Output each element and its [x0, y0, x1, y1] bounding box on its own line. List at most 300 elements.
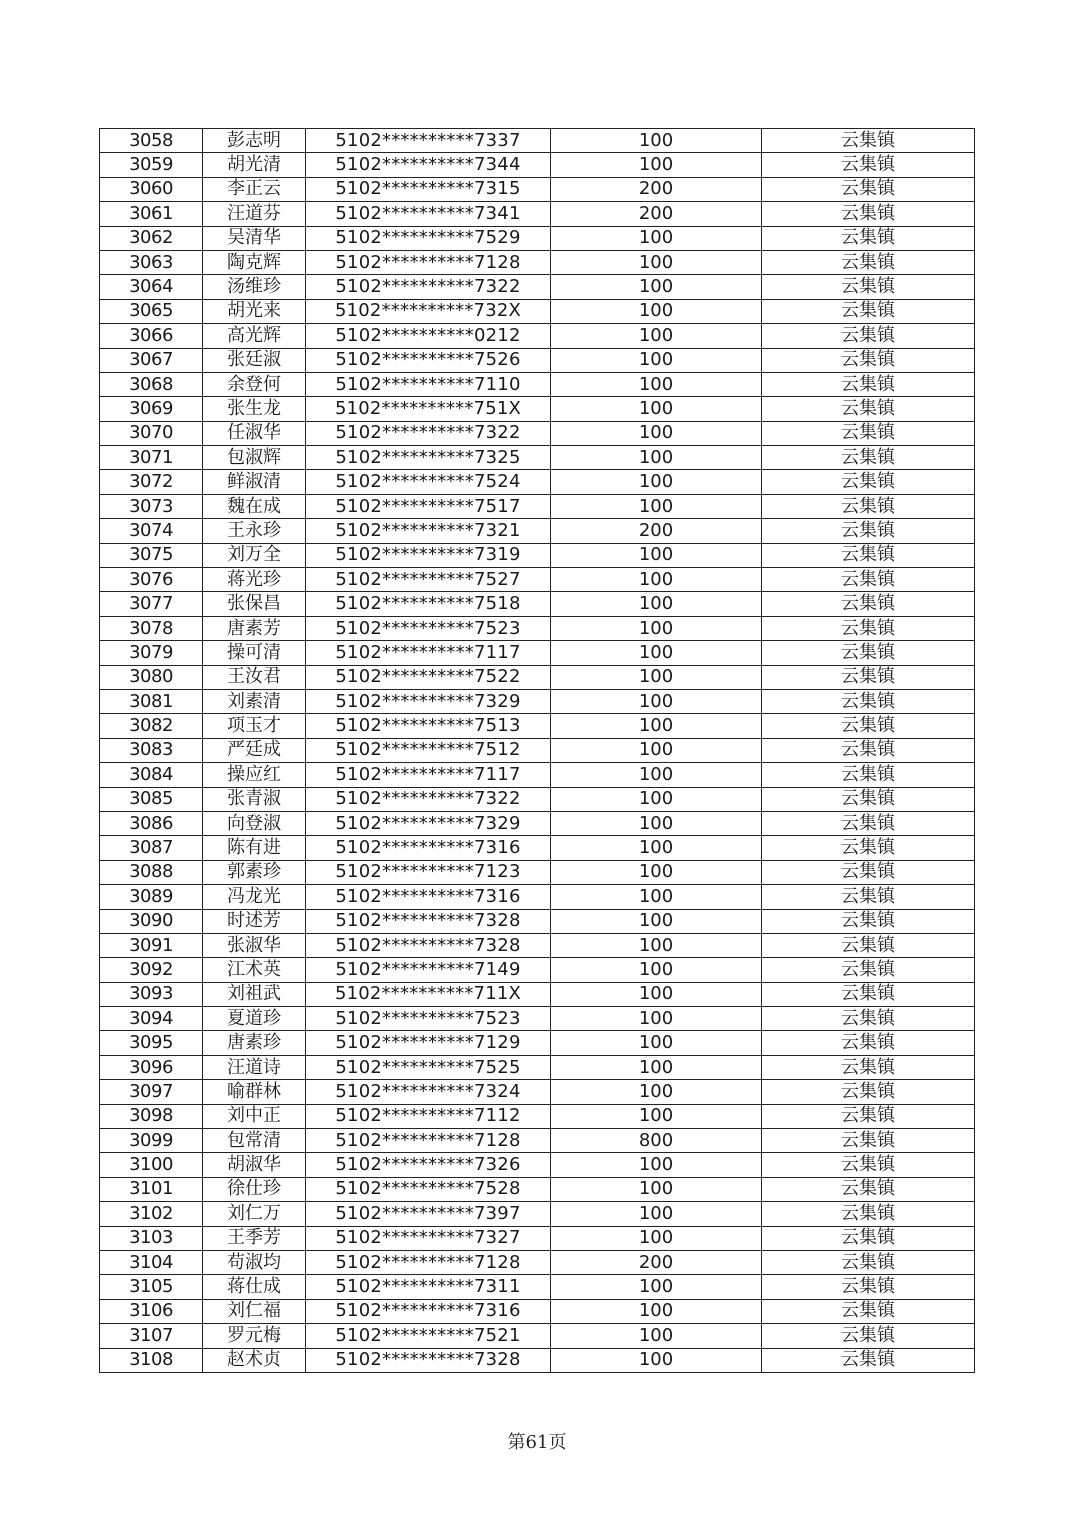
township-cell: 云集镇: [762, 226, 975, 250]
township-cell: 云集镇: [762, 885, 975, 909]
serial-number-cell: 3075: [100, 543, 203, 567]
township-cell: 云集镇: [762, 397, 975, 421]
name-cell: 胡光来: [203, 299, 306, 323]
table-row: [100, 446, 975, 470]
serial-number-cell: 3084: [100, 763, 203, 787]
name-cell: 唐素珍: [203, 1031, 306, 1055]
amount-cell: 100: [551, 1007, 762, 1031]
id-number-cell: 5102**********7316: [306, 1299, 551, 1323]
name-cell: 刘仁福: [203, 1299, 306, 1323]
page-number: 第61页: [507, 1432, 567, 1453]
township-cell: 云集镇: [762, 641, 975, 665]
amount-cell: 100: [551, 470, 762, 494]
name-cell: 严廷成: [203, 738, 306, 762]
table-row: [100, 592, 975, 616]
serial-number-cell: 3068: [100, 372, 203, 396]
id-number-cell: 5102**********7325: [306, 446, 551, 470]
amount-cell: 100: [551, 885, 762, 909]
township-cell: 云集镇: [762, 860, 975, 884]
table-row: [100, 1348, 975, 1372]
serial-number-cell: 3083: [100, 738, 203, 762]
township-cell: 云集镇: [762, 250, 975, 274]
table-row: [100, 202, 975, 226]
amount-cell: 100: [551, 738, 762, 762]
name-cell: 操应红: [203, 763, 306, 787]
id-number-cell: 5102**********711X: [306, 982, 551, 1006]
table-row: [100, 1055, 975, 1079]
township-cell: 云集镇: [762, 689, 975, 713]
id-number-cell: 5102**********751X: [306, 397, 551, 421]
id-number-cell: 5102**********7316: [306, 836, 551, 860]
serial-number-cell: 3065: [100, 299, 203, 323]
township-cell: 云集镇: [762, 1129, 975, 1153]
serial-number-cell: 3097: [100, 1080, 203, 1104]
id-number-cell: 5102**********7117: [306, 763, 551, 787]
township-cell: 云集镇: [762, 1153, 975, 1177]
table-row: [100, 324, 975, 348]
name-cell: 苟淑均: [203, 1250, 306, 1274]
township-cell: 云集镇: [762, 470, 975, 494]
name-cell: 张青淑: [203, 787, 306, 811]
serial-number-cell: 3094: [100, 1007, 203, 1031]
id-number-cell: 5102**********7315: [306, 177, 551, 201]
township-cell: 云集镇: [762, 324, 975, 348]
id-number-cell: 5102**********7344: [306, 153, 551, 177]
table-row: [100, 1007, 975, 1031]
table-row: [100, 738, 975, 762]
name-cell: 刘中正: [203, 1104, 306, 1128]
table-row: [100, 616, 975, 640]
serial-number-cell: 3074: [100, 519, 203, 543]
amount-cell: 100: [551, 1299, 762, 1323]
id-number-cell: 5102**********7123: [306, 860, 551, 884]
table-row: [100, 177, 975, 201]
name-cell: 包淑辉: [203, 446, 306, 470]
table-row: [100, 982, 975, 1006]
amount-cell: 100: [551, 958, 762, 982]
table-row: [100, 1275, 975, 1299]
amount-cell: 100: [551, 714, 762, 738]
township-cell: 云集镇: [762, 665, 975, 689]
id-number-cell: 5102**********7149: [306, 958, 551, 982]
roster-table: [99, 128, 975, 1373]
township-cell: 云集镇: [762, 1202, 975, 1226]
id-number-cell: 5102**********7112: [306, 1104, 551, 1128]
id-number-cell: 5102**********7512: [306, 738, 551, 762]
id-number-cell: 5102**********7319: [306, 543, 551, 567]
township-cell: 云集镇: [762, 1348, 975, 1372]
amount-cell: 100: [551, 153, 762, 177]
id-number-cell: 5102**********7525: [306, 1055, 551, 1079]
serial-number-cell: 3069: [100, 397, 203, 421]
amount-cell: 100: [551, 860, 762, 884]
amount-cell: 100: [551, 129, 762, 153]
amount-cell: 100: [551, 446, 762, 470]
serial-number-cell: 3082: [100, 714, 203, 738]
name-cell: 张保昌: [203, 592, 306, 616]
amount-cell: 100: [551, 299, 762, 323]
amount-cell: 100: [551, 787, 762, 811]
table-row: [100, 421, 975, 445]
id-number-cell: 5102**********7328: [306, 1348, 551, 1372]
serial-number-cell: 3101: [100, 1177, 203, 1201]
serial-number-cell: 3105: [100, 1275, 203, 1299]
serial-number-cell: 3102: [100, 1202, 203, 1226]
township-cell: 云集镇: [762, 1250, 975, 1274]
township-cell: 云集镇: [762, 763, 975, 787]
township-cell: 云集镇: [762, 933, 975, 957]
township-cell: 云集镇: [762, 1055, 975, 1079]
serial-number-cell: 3071: [100, 446, 203, 470]
township-cell: 云集镇: [762, 1104, 975, 1128]
id-number-cell: 5102**********7523: [306, 616, 551, 640]
serial-number-cell: 3108: [100, 1348, 203, 1372]
name-cell: 魏在成: [203, 494, 306, 518]
name-cell: 向登淑: [203, 811, 306, 835]
table-row: [100, 1104, 975, 1128]
id-number-cell: 5102**********732X: [306, 299, 551, 323]
name-cell: 张生龙: [203, 397, 306, 421]
serial-number-cell: 3058: [100, 129, 203, 153]
table-row: [100, 933, 975, 957]
township-cell: 云集镇: [762, 811, 975, 835]
id-number-cell: 5102**********7328: [306, 933, 551, 957]
name-cell: 罗元梅: [203, 1324, 306, 1348]
township-cell: 云集镇: [762, 909, 975, 933]
id-number-cell: 5102**********7329: [306, 811, 551, 835]
id-number-cell: 5102**********7327: [306, 1226, 551, 1250]
name-cell: 李正云: [203, 177, 306, 201]
amount-cell: 100: [551, 689, 762, 713]
serial-number-cell: 3076: [100, 568, 203, 592]
table-row: [100, 860, 975, 884]
serial-number-cell: 3104: [100, 1250, 203, 1274]
township-cell: 云集镇: [762, 421, 975, 445]
township-cell: 云集镇: [762, 958, 975, 982]
serial-number-cell: 3090: [100, 909, 203, 933]
amount-cell: 100: [551, 372, 762, 396]
township-cell: 云集镇: [762, 446, 975, 470]
name-cell: 高光辉: [203, 324, 306, 348]
id-number-cell: 5102**********7397: [306, 1202, 551, 1226]
township-cell: 云集镇: [762, 568, 975, 592]
table-row: [100, 909, 975, 933]
table-row: [100, 665, 975, 689]
id-number-cell: 5102**********7517: [306, 494, 551, 518]
township-cell: 云集镇: [762, 519, 975, 543]
table-row: [100, 299, 975, 323]
table-row: [100, 811, 975, 835]
name-cell: 时述芳: [203, 909, 306, 933]
name-cell: 鲜淑清: [203, 470, 306, 494]
id-number-cell: 5102**********7326: [306, 1153, 551, 1177]
id-number-cell: 5102**********7324: [306, 1080, 551, 1104]
name-cell: 夏道珍: [203, 1007, 306, 1031]
serial-number-cell: 3059: [100, 153, 203, 177]
table-row: [100, 763, 975, 787]
amount-cell: 100: [551, 1324, 762, 1348]
serial-number-cell: 3086: [100, 811, 203, 835]
amount-cell: 100: [551, 494, 762, 518]
township-cell: 云集镇: [762, 1031, 975, 1055]
table-row: [100, 1202, 975, 1226]
serial-number-cell: 3078: [100, 616, 203, 640]
id-number-cell: 5102**********7528: [306, 1177, 551, 1201]
amount-cell: 200: [551, 519, 762, 543]
serial-number-cell: 3080: [100, 665, 203, 689]
serial-number-cell: 3089: [100, 885, 203, 909]
name-cell: 胡光清: [203, 153, 306, 177]
amount-cell: 100: [551, 933, 762, 957]
township-cell: 云集镇: [762, 494, 975, 518]
table-row: [100, 641, 975, 665]
table-row: [100, 348, 975, 372]
township-cell: 云集镇: [762, 1226, 975, 1250]
township-cell: 云集镇: [762, 1177, 975, 1201]
id-number-cell: 5102**********0212: [306, 324, 551, 348]
id-number-cell: 5102**********7329: [306, 689, 551, 713]
table-row: [100, 958, 975, 982]
id-number-cell: 5102**********7513: [306, 714, 551, 738]
id-number-cell: 5102**********7328: [306, 909, 551, 933]
table-row: [100, 1129, 975, 1153]
table-row: [100, 543, 975, 567]
table-row: [100, 372, 975, 396]
township-cell: 云集镇: [762, 616, 975, 640]
serial-number-cell: 3085: [100, 787, 203, 811]
id-number-cell: 5102**********7527: [306, 568, 551, 592]
id-number-cell: 5102**********7529: [306, 226, 551, 250]
table-row: [100, 714, 975, 738]
amount-cell: 100: [551, 1226, 762, 1250]
serial-number-cell: 3072: [100, 470, 203, 494]
amount-cell: 100: [551, 226, 762, 250]
township-cell: 云集镇: [762, 543, 975, 567]
table-row: [100, 153, 975, 177]
township-cell: 云集镇: [762, 1299, 975, 1323]
amount-cell: 200: [551, 1250, 762, 1274]
serial-number-cell: 3103: [100, 1226, 203, 1250]
amount-cell: 100: [551, 836, 762, 860]
name-cell: 徐仕珍: [203, 1177, 306, 1201]
amount-cell: 100: [551, 543, 762, 567]
id-number-cell: 5102**********7337: [306, 129, 551, 153]
table-row: [100, 519, 975, 543]
amount-cell: 100: [551, 592, 762, 616]
table-row: [100, 129, 975, 153]
amount-cell: 100: [551, 1275, 762, 1299]
serial-number-cell: 3063: [100, 250, 203, 274]
serial-number-cell: 3095: [100, 1031, 203, 1055]
serial-number-cell: 3079: [100, 641, 203, 665]
amount-cell: 100: [551, 1348, 762, 1372]
id-number-cell: 5102**********7117: [306, 641, 551, 665]
table-row: [100, 1153, 975, 1177]
township-cell: 云集镇: [762, 1080, 975, 1104]
name-cell: 刘万全: [203, 543, 306, 567]
id-number-cell: 5102**********7521: [306, 1324, 551, 1348]
table-row: [100, 494, 975, 518]
amount-cell: 100: [551, 421, 762, 445]
serial-number-cell: 3099: [100, 1129, 203, 1153]
serial-number-cell: 3092: [100, 958, 203, 982]
table-row: [100, 568, 975, 592]
name-cell: 陶克辉: [203, 250, 306, 274]
table-row: [100, 1080, 975, 1104]
amount-cell: 100: [551, 641, 762, 665]
amount-cell: 100: [551, 1153, 762, 1177]
name-cell: 余登何: [203, 372, 306, 396]
table-row: [100, 1299, 975, 1323]
township-cell: 云集镇: [762, 592, 975, 616]
table-row: [100, 836, 975, 860]
table-row: [100, 1177, 975, 1201]
name-cell: 汪道芬: [203, 202, 306, 226]
name-cell: 吴清华: [203, 226, 306, 250]
township-cell: 云集镇: [762, 299, 975, 323]
id-number-cell: 5102**********7321: [306, 519, 551, 543]
table-row: [100, 885, 975, 909]
id-number-cell: 5102**********7129: [306, 1031, 551, 1055]
township-cell: 云集镇: [762, 714, 975, 738]
serial-number-cell: 3067: [100, 348, 203, 372]
name-cell: 江术英: [203, 958, 306, 982]
serial-number-cell: 3073: [100, 494, 203, 518]
township-cell: 云集镇: [762, 787, 975, 811]
id-number-cell: 5102**********7524: [306, 470, 551, 494]
serial-number-cell: 3093: [100, 982, 203, 1006]
table-row: [100, 250, 975, 274]
serial-number-cell: 3087: [100, 836, 203, 860]
amount-cell: 100: [551, 763, 762, 787]
table-row: [100, 226, 975, 250]
township-cell: 云集镇: [762, 177, 975, 201]
amount-cell: 100: [551, 275, 762, 299]
township-cell: 云集镇: [762, 372, 975, 396]
table-row: [100, 1250, 975, 1274]
township-cell: 云集镇: [762, 348, 975, 372]
serial-number-cell: 3088: [100, 860, 203, 884]
serial-number-cell: 3100: [100, 1153, 203, 1177]
township-cell: 云集镇: [762, 1007, 975, 1031]
id-number-cell: 5102**********7311: [306, 1275, 551, 1299]
id-number-cell: 5102**********7522: [306, 665, 551, 689]
name-cell: 张淑华: [203, 933, 306, 957]
name-cell: 包常清: [203, 1129, 306, 1153]
serial-number-cell: 3064: [100, 275, 203, 299]
amount-cell: 100: [551, 811, 762, 835]
name-cell: 冯龙光: [203, 885, 306, 909]
table-row: [100, 397, 975, 421]
roster-table-body: [100, 129, 975, 1373]
name-cell: 胡淑华: [203, 1153, 306, 1177]
id-number-cell: 5102**********7128: [306, 250, 551, 274]
table-row: [100, 1324, 975, 1348]
serial-number-cell: 3077: [100, 592, 203, 616]
amount-cell: 100: [551, 324, 762, 348]
amount-cell: 100: [551, 665, 762, 689]
amount-cell: 100: [551, 909, 762, 933]
id-number-cell: 5102**********7316: [306, 885, 551, 909]
name-cell: 项玉才: [203, 714, 306, 738]
name-cell: 刘仁万: [203, 1202, 306, 1226]
name-cell: 郭素珍: [203, 860, 306, 884]
amount-cell: 100: [551, 616, 762, 640]
name-cell: 刘祖武: [203, 982, 306, 1006]
amount-cell: 100: [551, 568, 762, 592]
name-cell: 张廷淑: [203, 348, 306, 372]
serial-number-cell: 3096: [100, 1055, 203, 1079]
id-number-cell: 5102**********7110: [306, 372, 551, 396]
name-cell: 喻群林: [203, 1080, 306, 1104]
name-cell: 蒋光珍: [203, 568, 306, 592]
id-number-cell: 5102**********7526: [306, 348, 551, 372]
township-cell: 云集镇: [762, 738, 975, 762]
amount-cell: 100: [551, 397, 762, 421]
table-row: [100, 689, 975, 713]
id-number-cell: 5102**********7523: [306, 1007, 551, 1031]
name-cell: 王永珍: [203, 519, 306, 543]
serial-number-cell: 3062: [100, 226, 203, 250]
serial-number-cell: 3081: [100, 689, 203, 713]
name-cell: 王汝君: [203, 665, 306, 689]
table-row: [100, 275, 975, 299]
name-cell: 刘素清: [203, 689, 306, 713]
id-number-cell: 5102**********7322: [306, 787, 551, 811]
amount-cell: 100: [551, 982, 762, 1006]
serial-number-cell: 3106: [100, 1299, 203, 1323]
table-row: [100, 1031, 975, 1055]
amount-cell: 200: [551, 177, 762, 201]
name-cell: 汪道诗: [203, 1055, 306, 1079]
amount-cell: 100: [551, 1104, 762, 1128]
amount-cell: 100: [551, 1177, 762, 1201]
table-row: [100, 787, 975, 811]
id-number-cell: 5102**********7518: [306, 592, 551, 616]
township-cell: 云集镇: [762, 982, 975, 1006]
township-cell: 云集镇: [762, 1324, 975, 1348]
township-cell: 云集镇: [762, 836, 975, 860]
serial-number-cell: 3091: [100, 933, 203, 957]
name-cell: 赵术贞: [203, 1348, 306, 1372]
amount-cell: 100: [551, 1031, 762, 1055]
name-cell: 唐素芳: [203, 616, 306, 640]
name-cell: 任淑华: [203, 421, 306, 445]
amount-cell: 100: [551, 1080, 762, 1104]
township-cell: 云集镇: [762, 153, 975, 177]
id-number-cell: 5102**********7128: [306, 1129, 551, 1153]
serial-number-cell: 3066: [100, 324, 203, 348]
name-cell: 蒋仕成: [203, 1275, 306, 1299]
id-number-cell: 5102**********7128: [306, 1250, 551, 1274]
name-cell: 汤维珍: [203, 275, 306, 299]
amount-cell: 100: [551, 348, 762, 372]
township-cell: 云集镇: [762, 202, 975, 226]
serial-number-cell: 3107: [100, 1324, 203, 1348]
serial-number-cell: 3070: [100, 421, 203, 445]
amount-cell: 200: [551, 202, 762, 226]
serial-number-cell: 3060: [100, 177, 203, 201]
serial-number-cell: 3098: [100, 1104, 203, 1128]
name-cell: 王季芳: [203, 1226, 306, 1250]
amount-cell: 800: [551, 1129, 762, 1153]
township-cell: 云集镇: [762, 1275, 975, 1299]
township-cell: 云集镇: [762, 129, 975, 153]
amount-cell: 100: [551, 1055, 762, 1079]
table-row: [100, 470, 975, 494]
name-cell: 操可清: [203, 641, 306, 665]
id-number-cell: 5102**********7341: [306, 202, 551, 226]
